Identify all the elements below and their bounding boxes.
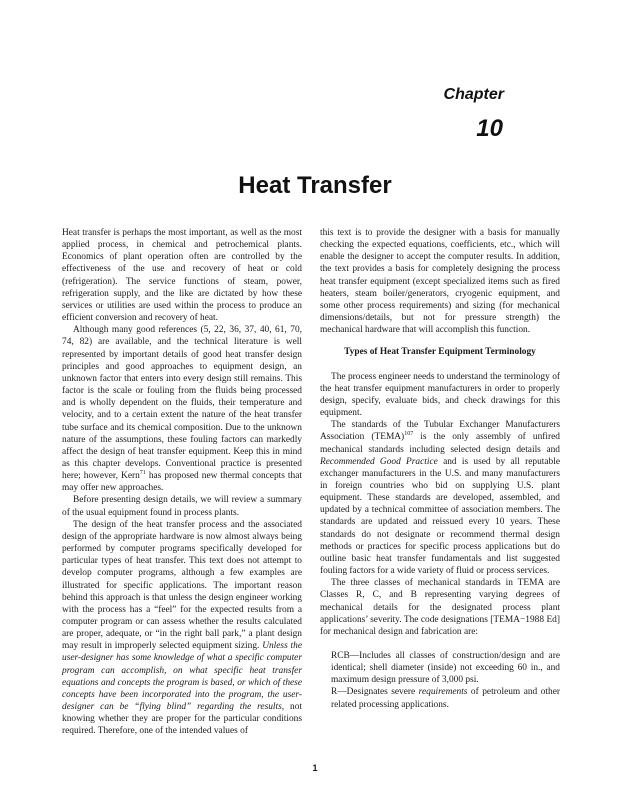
references-text-end: has proposed new thermal concepts that may offer new approaches.	[62, 471, 302, 494]
tema-citation: 107	[404, 431, 414, 438]
class-item-r	[320, 686, 560, 710]
computer-design-end: not knowing whether they are proper for the particular conditions required. Therefore, one of the intended values of	[62, 702, 303, 737]
paragraph-review: Before presenting design details, we will review a summary of the usual equipment found in process plants.	[62, 495, 302, 518]
class-item-rcb: RCB—Includes all classes of construction/design and are identical; shell diameter (inside) not exceeding 60 in., and maximum design pressure of 3,000 psi.	[331, 651, 560, 686]
paragraph-intro: Heat transfer is perhaps the most important, as well as the most applied process, in chemical and petrochemical plants. Economics of plant operation often are controlled by the effectiveness of the use and recovery of heat or cold (refrigeration). The service functions of steam, power, refrigeration supply, and the like are dictated by how these services or utilities are used within the process to produce an efficient conversion and recovery of heat.	[62, 228, 302, 324]
tema-text-b: is the only assembly of unfired mechanical standards including selected design details and	[320, 432, 560, 455]
kern-citation: 71	[139, 470, 146, 476]
tema-italic: Recommended Good Practice	[320, 456, 438, 467]
class-r-italic: requirements	[418, 687, 468, 698]
section-heading: Types of Heat Transfer Equipment Terminology	[344, 347, 536, 358]
left-column	[62, 227, 302, 738]
references-text: Although many good references (5, 22, 36, 37, 40, 61, 70, 74, 82) are available, and the technical literature is well represented by important details of good heat transfer design principles and good approaches to equipment design, an unknown factor that enters into every design still remains. This factor is the scale or fouling from the fluids being processed and is wholly dependent on the fluids, their temperature and velocity, and to a certain extent the nature of the heat transfer tube surface and its chemical composition. Due to the unknown nature of the assumptions, these fouling factors can markedly affect the design of heat transfer equipment. Keep this in mind as this chapter develops. Conventional practice is presented here; however, Kern	[62, 325, 302, 482]
tema-text-c: and is used by all reputable exchanger manufacturers in the U.S. and many manufacturers in foreign countries who bid on supplying U.S. plant equipment. These standards are developed, assembled, and updated by a technical committee of association members. The standards are updated and reissued every 10 years. These standards do not designate or recommend thermal design methods or practices for specific process applications but do outline basic heat transfer fundamentals and list suggested fouling factors for a wide variety of fluid or process services.	[320, 456, 560, 577]
class-r-text-b: of petroleum and other related processing applications.	[331, 687, 560, 710]
paragraph-references	[62, 324, 302, 494]
paragraph-continuation: this text is to provide the designer with a basis for manually checking the expected equations, coefficients, etc., which will enable the designer to accept the computer results. In addition, the text provides a basis for completely designing the process heat transfer equipment (except specialized items such as fired heaters, steam boiler/generators, cryogenic equipment, and some other process requirements) and sizing (for mechanical dimensions/details, but not for pressure strength) the mechanical hardware that will accomplish this function.	[320, 228, 560, 336]
class-r-text-a: R—Designates severe	[331, 687, 419, 698]
paragraph-computer-design	[62, 519, 302, 738]
chapter-number: 10	[476, 115, 503, 142]
tema-text-a: The standards of the Tubular Exchanger Manufacturers Association (TEMA)	[320, 420, 560, 443]
paragraph-terminology: The process engineer needs to understand the terminology of the heat transfer equipment manufacturers in order to properly design, specify, evaluate bids, and check drawings for this equipment.	[320, 371, 560, 419]
page-number: 1	[312, 763, 318, 773]
right-column	[320, 227, 560, 711]
chapter-title: Heat Transfer	[238, 172, 392, 199]
computer-design-italic: Unless the user-designer has some knowledge of what a specific computer program can accomplish, on what specific heat transfer equations and concepts the program is based, or which of these concepts have been incorporated into the program, the user-designer can be “flying blind” regarding the results,	[62, 641, 303, 713]
paragraph-tema-classes: The three classes of mechanical standards in TEMA are Classes R, C, and B representing varying degrees of mechanical details for the designated process plant applications’ severity. The code designations [TEMA−1988 Ed] for mechanical design and fabrication are:	[320, 578, 560, 637]
computer-design-text: The design of the heat transfer process and the associated design of the appropriate hardware is now almost always being performed by computer programs specifically developed for particular types of heat transfer. This text does not attempt to develop computer programs, although a few examples are illustrated for specific applications. The important reason behind this approach is that unless the design engineer working with the process has a “feel” for the expected results from a computer program or can assess whether the results calculated are proper, adequate, or “in the right ball park,” a plant design may result in improperly selected equipment sizing.	[62, 519, 302, 652]
paragraph-tema-standards	[320, 419, 560, 577]
chapter-label: Chapter	[443, 86, 504, 103]
